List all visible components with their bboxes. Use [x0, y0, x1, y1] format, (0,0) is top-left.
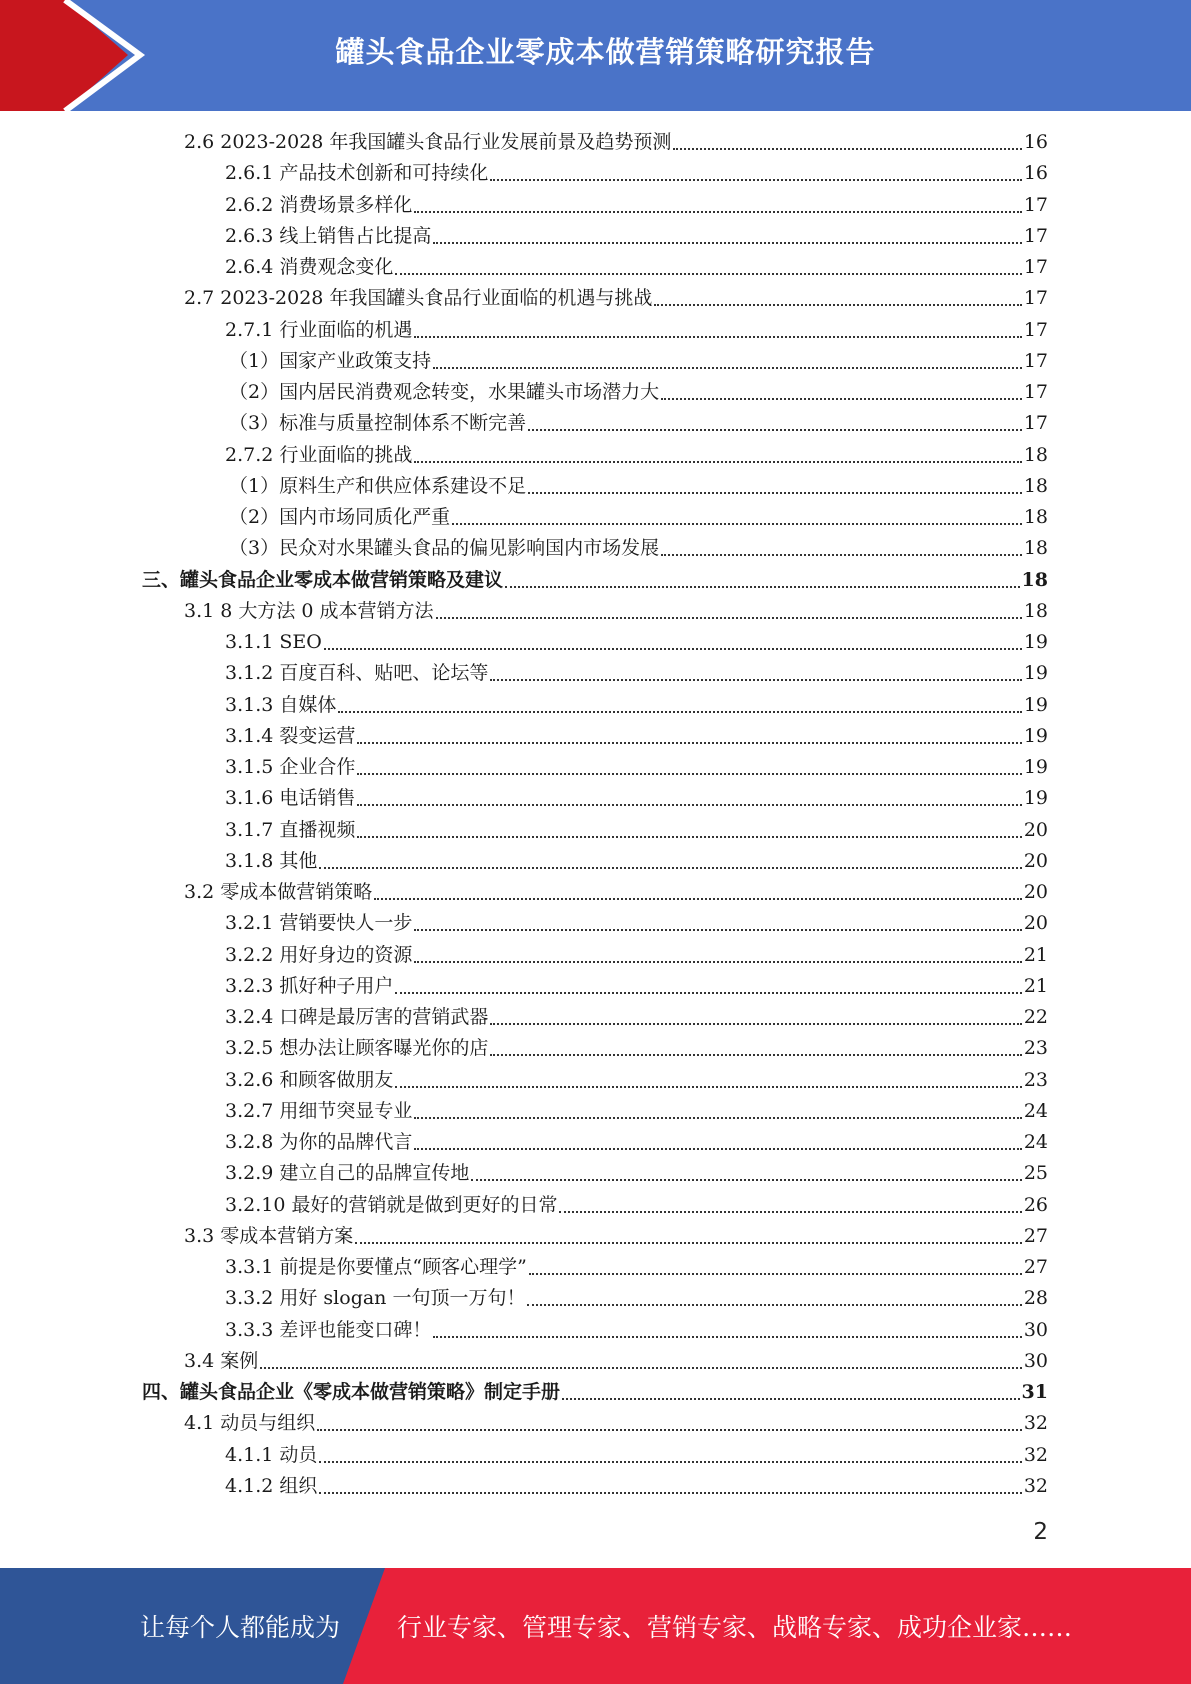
- toc-entry[interactable]: [229, 502, 1048, 533]
- toc-leader-dots: [414, 1117, 1021, 1119]
- toc-leader-dots: [374, 898, 1022, 900]
- toc-entry-page: 26: [1023, 1193, 1048, 1216]
- toc-entry-page: 24: [1023, 1099, 1048, 1122]
- toc-entry-label: 3.2 零成本做营销策略: [184, 881, 373, 903]
- toc-leader-dots: [559, 1211, 1021, 1213]
- toc-leader-dots: [319, 1492, 1021, 1494]
- toc-entry[interactable]: [225, 752, 1048, 783]
- page-header: [0, 0, 1191, 111]
- toc-entry-page: 30: [1023, 1349, 1048, 1372]
- toc-leader-dots: [528, 492, 1022, 494]
- toc-leader-dots: [528, 429, 1022, 431]
- toc-entry-page: 20: [1023, 818, 1048, 841]
- toc-leader-dots: [357, 742, 1021, 744]
- toc-entry-label: 3.4 案例: [184, 1349, 259, 1372]
- toc-entry[interactable]: [184, 596, 1048, 627]
- toc-entry-page: 16: [1023, 162, 1048, 185]
- toc-leader-dots: [395, 992, 1021, 994]
- toc-leader-dots: [414, 1148, 1021, 1150]
- toc-entry-label: （2）国内居民消费观念转变，水果罐头市场潜力大: [229, 381, 660, 403]
- toc-entry-label: 3.3.3 差评也能变口碑！: [225, 1318, 432, 1341]
- header-arrow-decoration: [0, 0, 150, 111]
- toc-entry[interactable]: [225, 627, 1048, 658]
- toc-entry-label: 3.1.8 其他: [225, 849, 318, 872]
- toc-entry-label: 2.6.2 消费场景多样化: [225, 193, 413, 216]
- toc-entry[interactable]: [225, 971, 1048, 1002]
- toc-entry-label: 3.2.4 口碑是最厉害的营销武器: [225, 1006, 489, 1028]
- toc-entry-page: 19: [1023, 662, 1048, 685]
- toc-leader-dots: [673, 148, 1021, 150]
- toc-entry-label: 3.1.4 裂变运营: [225, 724, 356, 747]
- toc-leader-dots: [414, 961, 1021, 963]
- toc-leader-dots: [355, 1242, 1022, 1244]
- toc-entry-page: 24: [1023, 1131, 1048, 1153]
- toc-entry-page: 23: [1023, 1068, 1048, 1091]
- toc-entry-page: 18: [1023, 506, 1048, 528]
- toc-entry-label: 3.2.10 最好的营销就是做到更好的日常: [225, 1193, 558, 1216]
- toc-entry[interactable]: [225, 658, 1048, 689]
- toc-entry[interactable]: [225, 690, 1048, 721]
- toc-entry-page: 32: [1023, 1443, 1048, 1466]
- footer-slogan-left: 让每个人都能成为: [140, 1613, 341, 1642]
- toc-entry-page: 17: [1023, 193, 1048, 216]
- toc-entry-label: （3）标准与质量控制体系不断完善: [229, 412, 527, 435]
- toc-entry-page: 27: [1023, 1224, 1048, 1247]
- footer-slogan-right: 行业专家、管理专家、营销专家、战略专家、成功企业家……: [397, 1613, 1073, 1642]
- toc-entry[interactable]: [184, 127, 1048, 158]
- toc-entry-page: 27: [1023, 1256, 1048, 1278]
- report-title: 罐头食品企业零成本做营销策略研究报告: [335, 34, 876, 69]
- toc-entry[interactable]: [225, 846, 1048, 877]
- toc-entry[interactable]: [184, 1221, 1048, 1252]
- toc-leader-dots: [661, 554, 1022, 556]
- toc-entry-label: （2）国内市场同质化严重: [229, 506, 451, 528]
- toc-entry[interactable]: [225, 1315, 1048, 1346]
- toc-entry[interactable]: [142, 1377, 1048, 1408]
- toc-leader-dots: [414, 336, 1021, 338]
- toc-entry-page: 17: [1023, 412, 1048, 435]
- toc-entry[interactable]: [229, 408, 1048, 439]
- toc-entry-page: 19: [1023, 631, 1048, 653]
- toc-entry[interactable]: [225, 1440, 1048, 1471]
- toc-entry-page: 20: [1023, 881, 1048, 903]
- toc-leader-dots: [661, 398, 1022, 400]
- toc-entry-label: 2.6.4 消费观念变化: [225, 256, 394, 278]
- toc-entry-page: 17: [1023, 349, 1048, 372]
- toc-entry-page: 16: [1023, 131, 1048, 153]
- toc-leader-dots: [414, 211, 1021, 213]
- toc-entry-page: 20: [1023, 849, 1048, 872]
- toc-entry-page: 22: [1023, 1006, 1048, 1028]
- toc-leader-dots: [654, 304, 1021, 306]
- toc-entry-page: 19: [1023, 724, 1048, 747]
- toc-entry-label: 四、罐头食品企业《零成本做营销策略》制定手册: [142, 1381, 561, 1403]
- toc-entry-label: 3.2.5 想办法让顾客曝光你的店: [225, 1037, 489, 1060]
- toc-entry[interactable]: [225, 940, 1048, 971]
- toc-entry-label: 3.1 8 大方法 0 成本营销方法: [184, 599, 434, 622]
- toc-entry-label: （1）国家产业政策支持: [229, 349, 432, 372]
- toc-entry[interactable]: [142, 565, 1048, 596]
- toc-entry-page: 18: [1023, 443, 1048, 466]
- toc-entry[interactable]: [184, 283, 1048, 314]
- toc-leader-dots: [529, 1273, 1022, 1275]
- toc-entry[interactable]: [184, 1346, 1048, 1377]
- toc-entry-label: 3.3.1 前提是你要懂点“顾客心理学”: [225, 1256, 527, 1278]
- toc-entry-label: 2.6.1 产品技术创新和可持续化: [225, 162, 489, 185]
- toc-entry-page: 17: [1023, 381, 1048, 403]
- toc-leader-dots: [395, 273, 1021, 275]
- toc-entry-page: 28: [1023, 1287, 1048, 1310]
- toc-entry-page: 25: [1023, 1162, 1048, 1185]
- toc-leader-dots: [433, 1336, 1021, 1338]
- toc-leader-dots: [490, 1023, 1021, 1025]
- toc-leader-dots: [505, 586, 1020, 588]
- page-number: 2: [1033, 1519, 1048, 1545]
- toc-entry-page: 17: [1023, 224, 1048, 247]
- toc-entry[interactable]: [229, 533, 1048, 564]
- toc-entry[interactable]: [184, 877, 1048, 908]
- toc-entry-label: 3.1.6 电话销售: [225, 787, 356, 810]
- toc-entry[interactable]: [225, 190, 1048, 221]
- toc-leader-dots: [452, 523, 1022, 525]
- toc-entry[interactable]: [225, 1127, 1048, 1158]
- toc-entry-label: 3.1.1 SEO: [225, 631, 322, 653]
- toc-entry[interactable]: [225, 1065, 1048, 1096]
- toc-entry-label: 4.1.2 组织: [225, 1474, 318, 1497]
- toc-leader-dots: [433, 242, 1021, 244]
- toc-entry[interactable]: [225, 440, 1048, 471]
- toc-entry[interactable]: [229, 346, 1048, 377]
- toc-entry[interactable]: [225, 908, 1048, 939]
- toc-entry-page: 18: [1023, 474, 1048, 497]
- toc-entry-page: 18: [1023, 599, 1048, 622]
- toc-entry[interactable]: [225, 1033, 1048, 1064]
- toc-entry[interactable]: [225, 1471, 1048, 1502]
- page-footer: [0, 1568, 1191, 1684]
- toc-entry-page: 32: [1023, 1474, 1048, 1497]
- toc-entry-label: 4.1 动员与组织: [184, 1412, 316, 1435]
- toc-leader-dots: [490, 1054, 1021, 1056]
- toc-entry[interactable]: [229, 377, 1048, 408]
- toc-entry[interactable]: [225, 1252, 1048, 1283]
- toc-entry[interactable]: [225, 1190, 1048, 1221]
- toc-entry-label: 3.1.7 直播视频: [225, 818, 356, 841]
- toc-entry-page: 19: [1023, 756, 1048, 778]
- toc-entry-label: 3.2.7 用细节突显专业: [225, 1099, 413, 1122]
- toc-entry-label: 2.7 2023-2028 年我国罐头食品行业面临的机遇与挑战: [184, 287, 653, 310]
- toc-leader-dots: [490, 179, 1021, 181]
- toc-leader-dots: [436, 617, 1022, 619]
- toc-leader-dots: [338, 711, 1021, 713]
- toc-entry-page: 19: [1023, 787, 1048, 810]
- toc-entry[interactable]: [225, 1283, 1048, 1314]
- toc-entry-label: 3.1.5 企业合作: [225, 756, 356, 778]
- toc-entry-page: 18: [1023, 537, 1048, 560]
- toc-entry-page: 17: [1023, 287, 1048, 310]
- toc-entry-label: 2.7.2 行业面临的挑战: [225, 443, 413, 466]
- toc-leader-dots: [490, 679, 1021, 681]
- toc-entry-label: 3.2.8 为你的品牌代言: [225, 1131, 413, 1153]
- toc-leader-dots: [324, 648, 1022, 650]
- toc-leader-dots: [414, 929, 1021, 931]
- toc-entry[interactable]: [225, 1096, 1048, 1127]
- toc-leader-dots: [319, 867, 1021, 869]
- toc-entry-label: 2.6 2023-2028 年我国罐头食品行业发展前景及趋势预测: [184, 131, 672, 153]
- toc-entry-page: 19: [1023, 693, 1048, 716]
- toc-entry-page: 18: [1021, 568, 1048, 591]
- toc-leader-dots: [260, 1367, 1022, 1369]
- toc-leader-dots: [471, 1179, 1021, 1181]
- toc-entry-page: 31: [1021, 1381, 1048, 1403]
- toc-leader-dots: [395, 1086, 1021, 1088]
- toc-leader-dots: [562, 1398, 1020, 1400]
- toc-entry[interactable]: [225, 721, 1048, 752]
- toc-entry-label: （3）民众对水果罐头食品的偏见影响国内市场发展: [229, 537, 660, 560]
- toc-entry-label: 3.3 零成本营销方案: [184, 1224, 354, 1247]
- toc-entry[interactable]: [229, 471, 1048, 502]
- toc-leader-dots: [414, 461, 1021, 463]
- toc-entry[interactable]: [225, 158, 1048, 189]
- toc-entry-page: 32: [1023, 1412, 1048, 1435]
- toc-leader-dots: [527, 1304, 1021, 1306]
- toc-entry-label: 3.2.9 建立自己的品牌宣传地: [225, 1162, 470, 1185]
- toc-entry-label: 3.2.6 和顾客做朋友: [225, 1068, 394, 1091]
- toc-entry[interactable]: [225, 315, 1048, 346]
- toc-entry[interactable]: [225, 1158, 1048, 1189]
- toc-entry-label: 3.2.3 抓好种子用户: [225, 974, 394, 997]
- toc-entry-label: 三、罐头食品企业零成本做营销策略及建议: [142, 568, 504, 591]
- toc-leader-dots: [357, 804, 1021, 806]
- toc-leader-dots: [433, 367, 1022, 369]
- toc-entry-label: 2.7.1 行业面临的机遇: [225, 318, 413, 341]
- toc-entry-label: 3.1.3 自媒体: [225, 693, 337, 716]
- toc-entry-page: 21: [1023, 943, 1048, 966]
- toc-leader-dots: [357, 836, 1021, 838]
- toc-entry[interactable]: [225, 221, 1048, 252]
- toc-entry[interactable]: [225, 783, 1048, 814]
- toc-entry-label: 3.1.2 百度百科、贴吧、论坛等: [225, 662, 489, 685]
- toc-entry-label: 3.3.2 用好 slogan 一句顶一万句！: [225, 1287, 526, 1310]
- toc-entry[interactable]: [184, 1408, 1048, 1439]
- toc-entry-label: 4.1.1 动员: [225, 1443, 318, 1466]
- toc-entry-page: 30: [1023, 1318, 1048, 1341]
- toc-entry-label: 3.2.2 用好身边的资源: [225, 943, 413, 966]
- toc-entry-label: 2.6.3 线上销售占比提高: [225, 224, 432, 247]
- toc-entry[interactable]: [225, 815, 1048, 846]
- toc-entry[interactable]: [225, 1002, 1048, 1033]
- toc-entry-page: 17: [1023, 318, 1048, 341]
- toc-entry-page: 23: [1023, 1037, 1048, 1060]
- toc-leader-dots: [319, 1461, 1021, 1463]
- toc-entry-label: 3.2.1 营销要快人一步: [225, 912, 413, 935]
- toc-leader-dots: [357, 773, 1021, 775]
- toc-entry-page: 20: [1023, 912, 1048, 935]
- toc-entry-label: （1）原料生产和供应体系建设不足: [229, 474, 527, 497]
- toc-entry[interactable]: [225, 252, 1048, 283]
- toc-leader-dots: [317, 1429, 1022, 1431]
- toc-entry-page: 21: [1023, 974, 1048, 997]
- toc-entry-page: 17: [1023, 256, 1048, 278]
